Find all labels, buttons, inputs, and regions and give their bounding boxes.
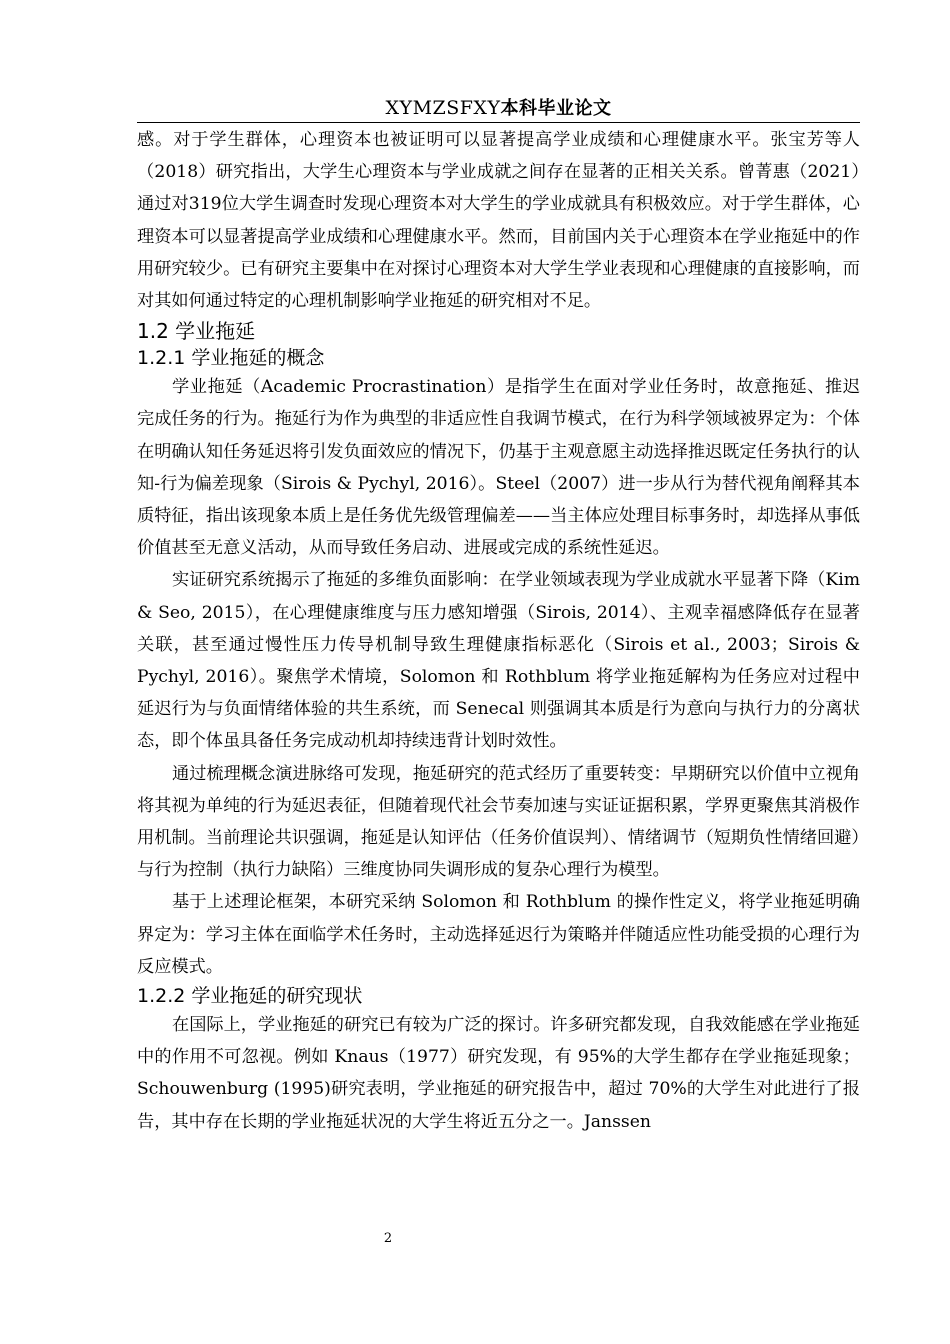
header-title: 本科毕业论文 — [500, 98, 612, 119]
page-header — [137, 94, 860, 123]
header-code: XYMZSFXY — [385, 97, 501, 119]
paragraph: 学业拖延（Academic Procrastination）是指学生在面对学业任务时，故意拖延、推迟完成任务的行为。拖延行为作为典型的非适应性自我调节模式，在行为科学领域被界定为：个体在明确认知任务延迟将引发负面效应的情况下，仍基于主观意愿主动选择推迟既定任务执行的认知-行为偏差现象（Sirois & Pychyl, 2016）。Steel（2007）进一步从行为替代视角阐释其本质特征，指出该现象本质上是任务优先级管理偏差——当主体应处理目标事务时，却选择从事低价值甚至无意义活动，从而导致任务启动、进展或完成的系统性延迟。 — [137, 377, 860, 559]
subsection-heading: 1.2.2 学业拖延的研究现状 — [137, 985, 363, 1008]
section-heading: 1.2 学业拖延 — [137, 319, 256, 344]
paragraph: 感。对于学生群体，心理资本也被证明可以显著提高学业成绩和心理健康水平。张宝芳等人（2018）研究指出，大学生心理资本与学业成就之间存在显著的正相关关系。曾菁惠（2021）通过对319位大学生调查时发现心理资本对大学生的学业成就具有积极效应。对于学生群体，心理资本可以显著提高学业成绩和心理健康水平。然而，目前国内关于心理资本在学业拖延中的作用研究较少。已有研究主要集中在对探讨心理资本对大学生学业表现和心理健康的直接影响，而对其如何通过特定的心理机制影响学业拖延的研究相对不足。 — [137, 130, 860, 312]
document-body — [137, 124, 860, 1138]
subsection-heading: 1.2.1 学业拖延的概念 — [137, 347, 325, 370]
paragraph: 通过梳理概念演进脉络可发现，拖延研究的范式经历了重要转变：早期研究以价值中立视角将其视为单纯的行为延迟表征，但随着现代社会节奏加速与实证证据积累，学界更聚焦其消极作用机制。当前理论共识强调，拖延是认知评估（任务价值误判）、情绪调节（短期负性情绪回避）与行为控制（执行力缺陷）三维度协同失调形成的复杂心理行为模型。 — [137, 763, 860, 881]
header-rule — [137, 122, 860, 123]
paragraph: 在国际上，学业拖延的研究已有较为广泛的探讨。许多研究都发现，自我效能感在学业拖延中的作用不可忽视。例如 Knaus（1977）研究发现，有 95%的大学生都存在学业拖延现象；Schouwenburg (1995)研究表明，学业拖延的研究报告中，超过 70%的大学生对此进行了报告，其中存在长期的学业拖延状况的大学生将近五分之一。Janssen — [137, 1015, 860, 1132]
paragraph: 实证研究系统揭示了拖延的多维负面影响：在学业领域表现为学业成就水平显著下降（Kim & Seo, 2015），在心理健康维度与压力感知增强（Sirois, 2014）、主观幸福感降低存在显著关联，甚至通过慢性压力传导机制导致生理健康指标恶化（Sirois et al., 2003；Sirois & Pychyl, 2016）。聚焦学术情境，Solomon 和 Rothblum 将学业拖延解构为任务应对过程中延迟行为与负面情绪体验的共生系统，而 Senecal 则强调其本质是行为意向与执行力的分离状态，即个体虽具备任务完成动机却持续违背计划时效性。 — [137, 570, 860, 752]
paragraph: 基于上述理论框架，本研究采纳 Solomon 和 Rothblum 的操作性定义，将学业拖延明确界定为：学习主体在面临学术任务时，主动选择延迟行为策略并伴随适应性功能受损的心理行为反应模式。 — [137, 892, 860, 977]
page-number: 2 — [383, 1231, 393, 1246]
